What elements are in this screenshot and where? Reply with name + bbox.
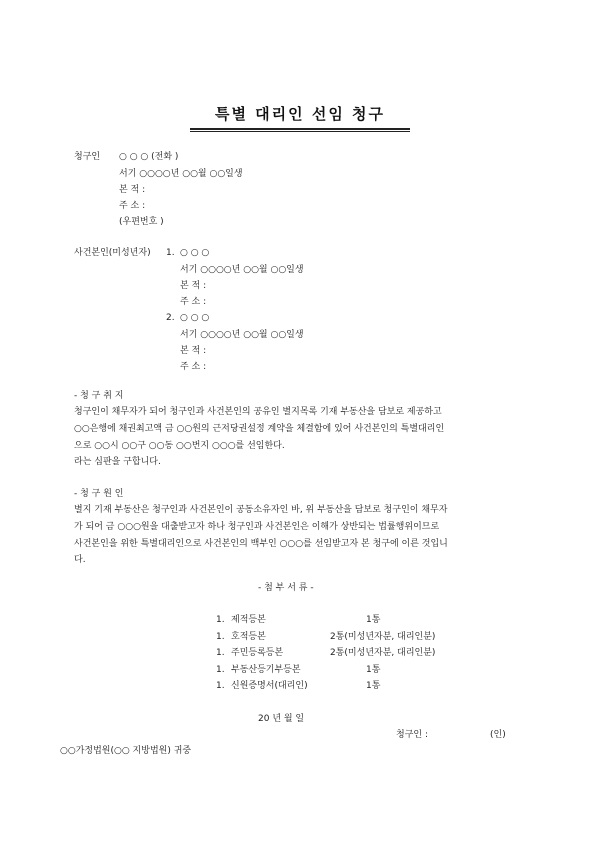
document-title: 특별 대리인 선임 청구 [214,105,386,123]
reason-line: 다. [74,555,86,565]
principal-label: 사건본인(미성년자) [74,248,151,258]
principal-1-address: 주 소 : [180,297,207,307]
principal-1-number: 1. [166,248,175,258]
principal-2-domicile: 본 적 : [180,346,207,356]
signature-label: 청구인 : [396,730,428,740]
attachment-name: 호적등본 [231,632,266,642]
attachment-count: 2통(미성년자분, 대리인분) [330,648,436,658]
principal-1-name: ○ ○ ○ [180,248,210,258]
document-title-block [190,104,410,124]
attachment-number: 1. [216,665,225,675]
reason-line: 사건본인을 위한 특별대리인으로 사건본인의 백부인 ○○○를 선임받고자 본 청구에 이른 것입니 [74,539,448,549]
attachment-count: 1통 [366,615,381,625]
attachment-number: 1. [216,632,225,642]
attachment-name: 신원증명서(대리인) [231,681,308,691]
petitioner-address: 주 소 : [119,201,146,211]
principal-2-birth: 서기 ○○○○년 ○○월 ○○일생 [180,330,304,340]
petitioner-postal: (우편번호 ) [119,217,164,227]
principal-2-address: 주 소 : [180,362,207,372]
attachment-number: 1. [216,648,225,658]
principal-1-birth: 서기 ○○○○년 ○○월 ○○일생 [180,265,304,275]
signature-seal: (인) [490,730,506,740]
title-underline-thick [190,128,410,130]
petitioner-name-line: ○ ○ ○ (전화 ) [119,152,179,162]
attachment-count: 1통 [366,665,381,675]
attachment-count: 1통 [366,681,381,691]
attachment-number: 1. [216,615,225,625]
date-line: 20 년 월 일 [258,714,305,724]
purpose-line: ○○은행에 채권최고액 금 ○○원의 근저당권설정 계약을 체결함에 있어 사건본인의 특별대리인 [74,424,445,434]
purpose-heading: - 청 구 취 지 [74,391,124,401]
petitioner-birth: 서기 ○○○○년 ○○월 ○○일생 [119,169,243,179]
attachments-heading: - 첨 부 서 류 - [258,583,314,593]
petitioner-domicile: 본 적 : [119,185,146,195]
attachment-name: 제적등본 [231,615,266,625]
purpose-line: 청구인이 채무자가 되어 청구인과 사건본인의 공유인 별지목록 기재 부동산을 담보로 제공하고 [74,407,442,417]
attachment-count: 2통(미성년자분, 대리인분) [330,632,436,642]
purpose-line: 으로 ○○시 ○○구 ○○동 ○○번지 ○○○를 선임한다. [74,441,285,451]
reason-line: 가 되어 금 ○○○원을 대출받고자 하나 청구인과 사건본인은 이해가 상반되는 법률행위이므로 [74,522,440,532]
principal-2-name: ○ ○ ○ [180,313,210,323]
court-addressee: ○○가정법원(○○ 지방법원) 귀중 [60,746,192,756]
petitioner-label: 청구인 [74,152,101,162]
principal-1-domicile: 본 적 : [180,281,207,291]
attachment-name: 주민등록등본 [231,648,284,658]
reason-line: 별지 기재 부동산은 청구인과 사건본인이 공동소유자인 바, 위 부동산을 담보로 청구인이 채무자 [74,505,448,515]
attachment-number: 1. [216,681,225,691]
principal-2-number: 2. [166,313,175,323]
title-underline-thin [190,131,410,132]
attachment-name: 부동산등기부등본 [231,665,301,675]
reason-heading: - 청 구 원 인 [74,489,124,499]
purpose-line: 라는 심판을 구합니다. [74,457,161,467]
